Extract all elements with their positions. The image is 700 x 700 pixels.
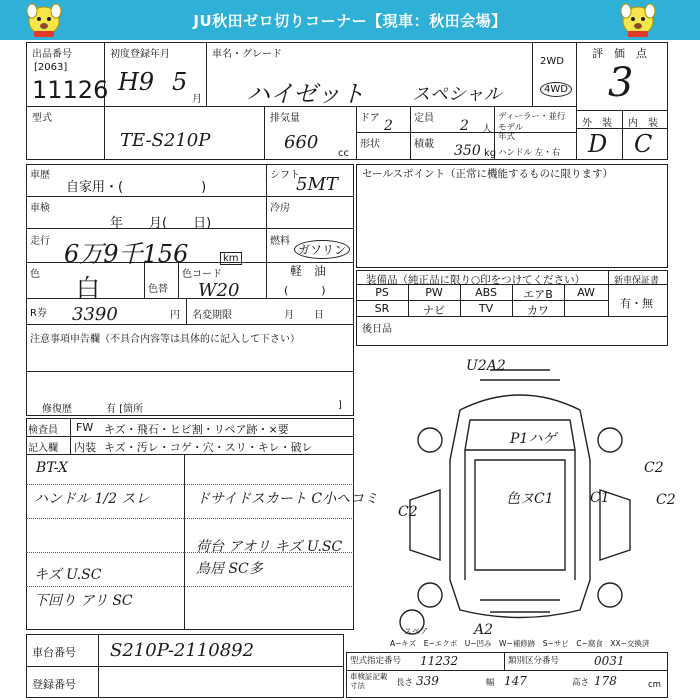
equip-leather: カワ (527, 304, 549, 317)
vehicle-grade: スペシャル (412, 84, 502, 105)
equip-airbag: エアB (523, 288, 553, 301)
class-value: 0031 (594, 654, 625, 668)
recycle-label: R券 (30, 308, 47, 319)
capacity-unit: 人 (482, 124, 492, 135)
color-code-label: 色コード (182, 269, 222, 280)
cert-dims-label: 車検証記載 寸法 (350, 672, 388, 690)
repair-value: 有 [箇所 (106, 404, 144, 415)
recycle-unit: 円 (170, 310, 180, 321)
doors-label: ドア (360, 113, 380, 124)
damage-legend: A−キズ E−エクボ U−凹み W−補修跡 S−サビ C−腐食 XX−交換済 (390, 639, 650, 648)
chassis-value: S210P-2110892 (110, 640, 255, 661)
memo-line: BT-X (36, 460, 69, 476)
width-value: 147 (504, 674, 527, 688)
damage-mark: C2 (644, 460, 664, 476)
fuel-diesel: 軽 油 (290, 264, 327, 278)
inspector-row1-key: FW (76, 421, 94, 434)
model-label: 型式 (32, 113, 52, 124)
height-value: 178 (594, 674, 617, 688)
inspection-label: 車検 (30, 203, 50, 214)
first-reg-label: 初度登録年月 (110, 49, 170, 60)
lot-label: 出品番号 (32, 49, 72, 60)
month-unit: 月 (192, 94, 202, 105)
height-label: 高さ (572, 678, 590, 688)
handle-label: ハンドル 左・右 (498, 148, 561, 158)
equip-sr: SR (374, 302, 390, 315)
dealer-label: ディーラー・並行 (498, 112, 566, 122)
equip-aw: AW (577, 286, 595, 299)
score-label: 評 価 点 (592, 47, 647, 60)
doors-value: 2 (384, 118, 393, 134)
header-banner (0, 0, 700, 40)
history-value: 自家用・( ) (66, 180, 207, 195)
exterior-label: 外 装 (582, 118, 612, 129)
memo-line: 荷台 アオリ キズ U.SC (196, 539, 343, 555)
notes-box (26, 324, 354, 416)
lot-number: 11126 (32, 76, 109, 104)
damage-mark: C2 (398, 504, 418, 520)
damage-mark: P1ハゲ (510, 431, 557, 447)
dog-mascot-icon (618, 1, 658, 39)
memo-line: ハンドル 1/2 スレ (34, 491, 150, 507)
warranty-label: 新車保証書 (614, 276, 660, 286)
inspector-label-top: 検査員 (28, 425, 58, 436)
chassis-label: 車台番号 (32, 646, 76, 659)
length-value: 339 (416, 674, 439, 688)
mileage-unit: km (220, 252, 242, 265)
header-title: JU秋田ゼロ切りコーナー【現車：秋田会場】 (193, 12, 507, 30)
equip-navi: ナビ (423, 304, 445, 317)
model-year-label: モデル 年式 (498, 123, 524, 142)
damage-mark: C1 (590, 490, 610, 506)
interior-grade: C (634, 130, 653, 158)
label-2wd: 2WD (540, 56, 564, 67)
color-value: 白 (76, 274, 100, 302)
spare-label: スペア (404, 627, 428, 636)
inspection-value: 年 月( 日) (110, 216, 212, 231)
memo-line: キズ U.SC (34, 567, 102, 583)
damage-mark: 色ヌC1 (506, 491, 554, 507)
color-label: 色 (30, 269, 40, 280)
inspector-row2-key: 内装 (74, 441, 96, 454)
registration-label: 登録番号 (32, 678, 76, 691)
length-label: 長さ (396, 678, 414, 688)
transfer-value: 月 日 (284, 310, 324, 321)
exterior-grade: D (588, 130, 608, 158)
shape-label: 形状 (360, 139, 380, 150)
model-value: TE-S210P (120, 130, 211, 151)
score-value: 3 (608, 60, 634, 106)
history-label: 車歴 (30, 170, 50, 181)
equip-pw: PW (425, 286, 443, 299)
warranty-value: 有・無 (620, 297, 653, 310)
inspector-row1-value: キズ・飛石・ヒビ割・リペア跡・×要 (104, 423, 289, 436)
ac-label: 冷房 (270, 203, 290, 214)
load-value: 350 (454, 143, 481, 159)
recycle-value: 3390 (72, 304, 118, 325)
displacement-unit: cc (338, 148, 349, 159)
interior-label: 内 装 (628, 118, 658, 129)
inspector-row2-value: キズ・汚レ・コゲ・穴・スリ・キレ・破レ (104, 441, 313, 454)
post-install-label: 後日品 (362, 324, 392, 335)
repair-label: 修復歴 (42, 404, 72, 415)
repair-close: ] (338, 400, 342, 411)
load-label: 積載 (414, 139, 434, 150)
width-label: 幅 (486, 678, 495, 688)
capacity-value: 2 (460, 118, 469, 134)
mileage-value: 6万9千156 (64, 240, 189, 268)
class-label: 類別区分番号 (508, 656, 560, 666)
displacement-value: 660 (284, 132, 319, 153)
equipment-label: 装備品（純正品に限り○印をつけてください） (366, 274, 586, 286)
damage-mark: A2 (474, 622, 494, 638)
equip-tv: TV (478, 302, 494, 315)
dims-unit: cm (648, 680, 661, 690)
memo-line: 下回り アリ SC (34, 593, 133, 609)
auction-sheet (0, 40, 700, 700)
transfer-label: 名変期限 (192, 310, 232, 321)
sales-point-label: セールスポイント（正常に機能するものに限ります） (362, 168, 614, 180)
lot-sub-code: [2063] (34, 62, 68, 73)
first-reg-year: H9 (118, 68, 155, 96)
inspector-label-bottom: 記入欄 (28, 443, 58, 454)
first-reg-month: 5 (172, 68, 188, 96)
memo-line: ドサイドスカート C小ヘコミ (196, 491, 379, 507)
fuel-label: 燃料 (270, 236, 290, 247)
load-unit: kg (484, 148, 497, 159)
equip-ps: PS (375, 286, 389, 299)
name-grade-label: 車名・グレード (212, 49, 282, 60)
mileage-label: 走行 (30, 236, 50, 247)
shift-value: 5MT (296, 174, 338, 195)
type-cert-value: 11232 (420, 654, 459, 668)
fuel-gasoline-circled: ガソリン (294, 240, 350, 259)
damage-mark: C2 (656, 492, 676, 508)
notes-label: 注意事項申告欄（不具合内容等は具体的に記入して下さい） (30, 334, 300, 345)
type-cert-label: 型式指定番号 (350, 656, 402, 666)
vehicle-name: ハイゼット (246, 80, 365, 108)
shift-label: シフト (270, 170, 300, 181)
equip-abs: ABS (475, 286, 497, 299)
label-4wd-circled: 4WD (540, 82, 572, 97)
damage-mark: U2A2 (466, 358, 506, 374)
memo-line: 鳥居 SC多 (196, 561, 263, 577)
tone-label: 色替 (148, 284, 168, 295)
displacement-label: 排気量 (270, 113, 300, 124)
fuel-other: ( ) (284, 284, 326, 297)
color-code-value: W20 (198, 280, 240, 301)
capacity-label: 定員 (414, 113, 434, 124)
